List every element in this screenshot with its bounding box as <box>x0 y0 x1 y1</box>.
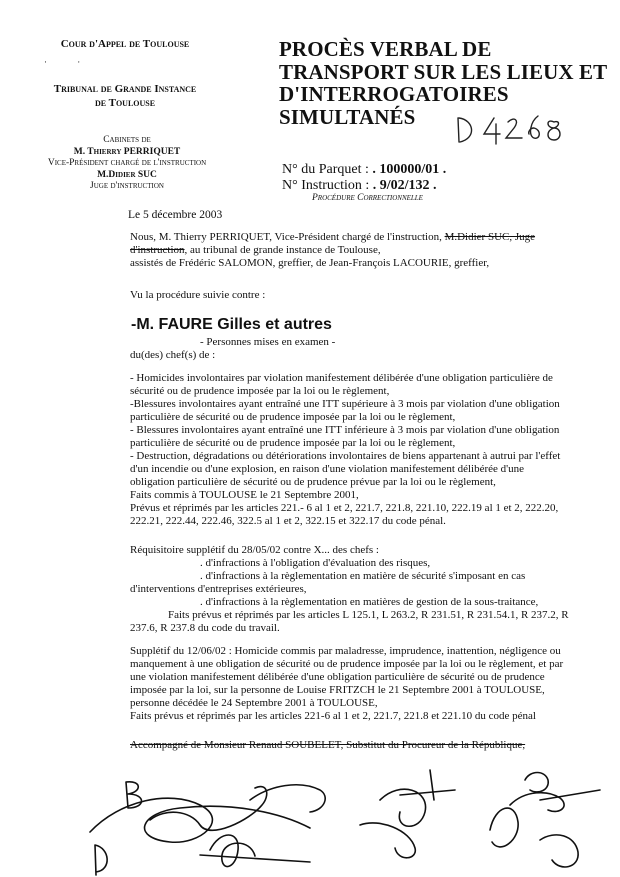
requisitoire-line-7: 237.6, R 237.8 du code du travail. <box>130 622 280 634</box>
parquet-label: N° du Parquet : <box>282 162 369 177</box>
court-name: Cour d'Appel de Toulouse <box>60 38 190 50</box>
suppletif-line: manquement à une obligation de sécurité ou de prudence imposée par la loi ou le règlement, et par <box>130 658 564 670</box>
accused-name: -M. FAURE Gilles et autres <box>131 316 332 333</box>
suppletif-line: une violation manifestement délibérée d'une obligation particulière de sécurité ou de prudence <box>130 671 545 683</box>
charge-line: particulière de sécurité ou de prudence imposée par la loi ou le règlement, <box>130 411 456 423</box>
judge2-role: Juge d'instruction <box>90 181 164 191</box>
document-date: Le 5 décembre 2003 <box>128 209 223 221</box>
charge-line: - Destruction, dégradations ou détériorations involontaires de biens appartenant à autrui par l'effet <box>130 450 561 462</box>
struck-judge-text: M.Didier SUC, Juge d'instruction <box>130 231 536 256</box>
court-dots: · · <box>44 57 95 67</box>
tribunal-line-1: Tribunal de Grande Instance <box>53 83 197 95</box>
suppletif-line: imposée par la loi, sur la personne de Louise FRITZCH le 21 Septembre 2001 à TOULOUSE, <box>130 684 545 696</box>
title-line-1: PROCÈS VERBAL DE <box>279 37 492 61</box>
requisitoire-line-2: . d'infractions à l'obligation d'évaluation des risques, <box>200 557 431 569</box>
requisitoire-line-4: d'interventions d'entreprises extérieures, <box>130 583 307 595</box>
charge-line: d'un incendie ou d'une explosion, en raison d'une violation manifestement délibérée d'une <box>130 463 525 475</box>
suppletif-line: Faits prévus et réprimés par les articles 221-6 al 1 et 2, 221.7, 221.8 et 221.10 du code pénal <box>130 710 536 722</box>
judge1-role: Vice-Président chargé de l'instruction <box>47 158 207 168</box>
accused-status: - Personnes mises en examen - <box>200 336 336 348</box>
intro-line-3: assistés de Frédéric SALOMON, greffier, de Jean-François LACOURIE, greffier, <box>130 257 490 269</box>
title-line-2: TRANSPORT SUR LES LIEUX ET <box>279 59 608 84</box>
judge1-name: M. Thierry PERRIQUET <box>73 146 181 157</box>
charge-line: - Blessures involontaires ayant entraîné une ITT inférieure à 3 mois par violation d'une obligation <box>130 424 560 436</box>
parquet-value: . 100000/01 . <box>372 162 447 177</box>
charge-line: - Homicides involontaires par violation manifestement délibérée d'une obligation particulière de <box>130 372 553 384</box>
procedure-type: Procédure Correctionnelle <box>312 193 423 203</box>
tribunal-line-2: de Toulouse <box>94 97 156 109</box>
requisitoire-line-3: . d'infractions à la règlementation en matière de sécurité s'imposant en cas <box>200 570 526 582</box>
requisitoire-line-1: Réquisitoire supplétif du 28/05/02 contre X... des chefs : <box>130 544 379 556</box>
suppletif-line: personne décédée le 24 Septembre 2001 à TOULOUSE, <box>130 697 378 709</box>
title-line-3: D'INTERROGATOIRES <box>279 82 509 106</box>
requisitoire-line-6: Faits prévus et réprimés par les articles L 125.1, L 263.2, R 231.51, R 231.54.1, R 237.2, R <box>168 609 569 621</box>
judge2-name: M.Didier SUC <box>97 169 157 180</box>
instruction-value: . 9/02/132 . <box>372 178 437 193</box>
requisitoire-line-5: . d'infractions à la règlementation en matières de gestion de la sous-traitance, <box>200 596 539 608</box>
charges-intro: du(des) chef(s) de : <box>130 349 216 361</box>
charge-line: Faits commis à TOULOUSE le 21 Septembre 2001, <box>130 489 359 501</box>
title-line-4: SIMULTANÉS <box>279 104 416 129</box>
charge-line: 222.21, 222.44, 222.46, 322.5 al 1 et 2, 322.15 et 322.17 du code pénal. <box>130 515 446 527</box>
charge-line: sécurité ou de prudence imposée par la loi ou le règlement, <box>130 385 390 397</box>
cabinets-label: Cabinets de <box>103 135 151 145</box>
struck-prosecutor-line: Accompagné de Monsieur Renaud SOUBELET, Substitut du Procureur de la République, <box>130 739 526 751</box>
intro-part-2: , au tribunal de grande instance de Toulouse, <box>184 244 381 256</box>
instruction-label: N° Instruction : <box>282 178 370 193</box>
charge-line: obligation particulière de sécurité ou de prudence prévue par la loi ou le règlement, <box>130 476 496 488</box>
charge-line: particulière de sécurité ou de prudence imposée par la loi ou le règlement, <box>130 437 456 449</box>
suppletif-line: Supplétif du 12/06/02 : Homicide commis par maladresse, imprudence, inattention, négligence ou <box>130 645 561 657</box>
charge-line: -Blessures involontaires ayant entraîné une ITT supérieure à 3 mois par violation d'une obligation <box>130 398 560 410</box>
charge-line: Prévus et réprimés par les articles 221.- 6 al 1 et 2, 221.7, 221.8, 221.10, 222.19 al 1 et 2, 222.20, <box>130 502 559 514</box>
procedure-line: Vu la procédure suivie contre : <box>130 289 266 301</box>
intro-part-1: Nous, M. Thierry PERRIQUET, Vice-Président chargé de l'instruction, <box>130 231 442 243</box>
